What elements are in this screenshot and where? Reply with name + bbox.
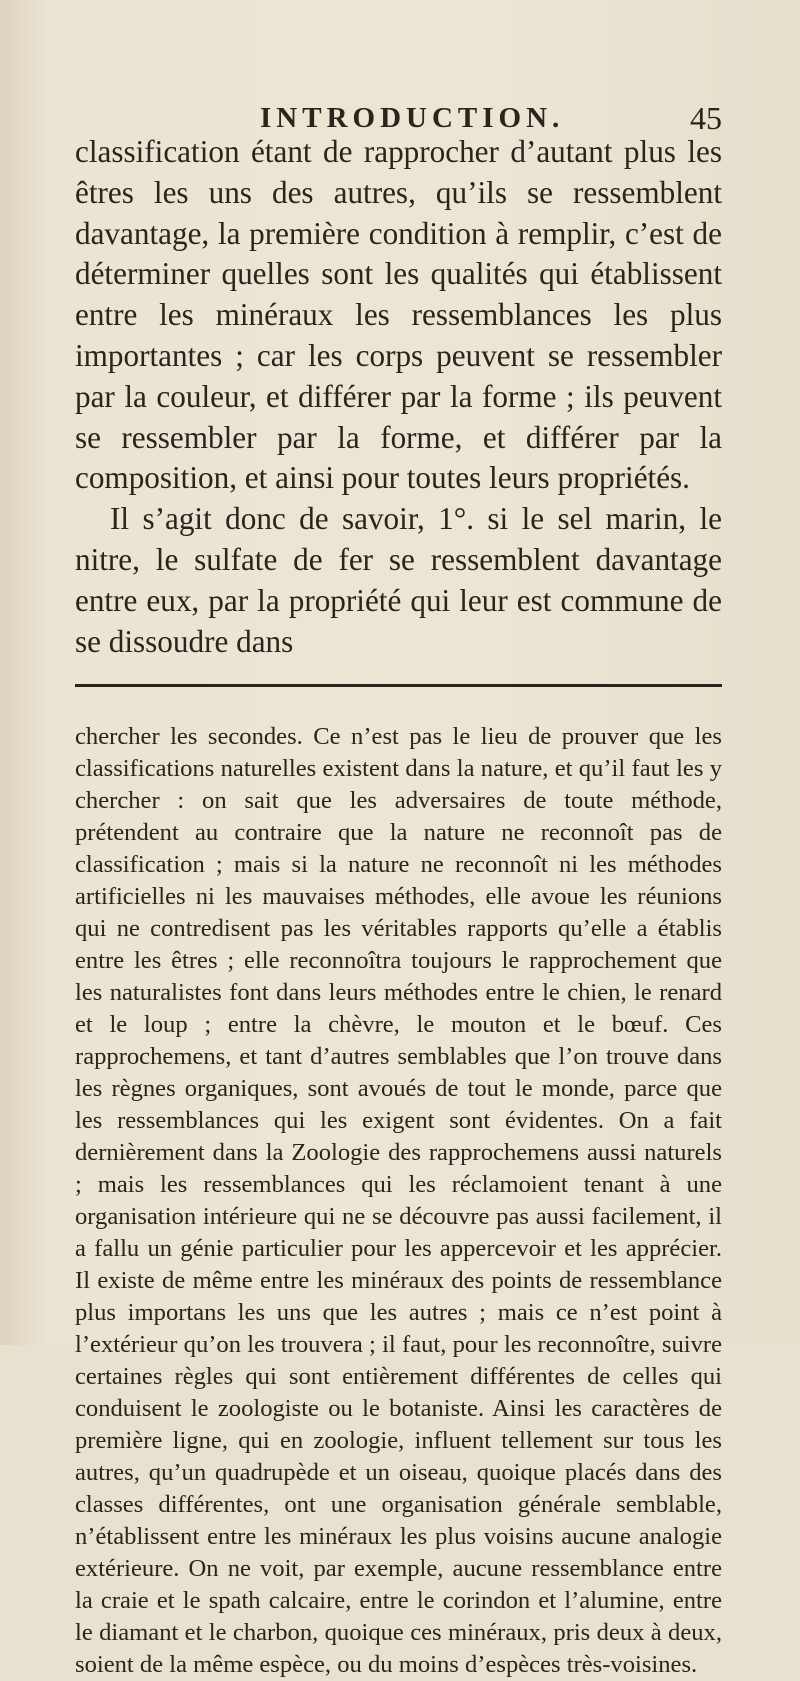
footnote-divider [75, 684, 722, 687]
page-number: 45 [690, 100, 722, 136]
running-title: INTRODUCTION. [260, 102, 565, 134]
main-text [75, 132, 722, 662]
main-paragraph-2: Il s’agit donc de savoir, 1°. si le sel marin, le nitre, le sulfate de fer se ressemblent davantage entre eux, par la propriété qui leur est commune de se dissoudre dans [75, 501, 722, 659]
page-header [75, 0, 722, 136]
main-paragraph-1: classification étant de rapprocher d’autant plus les êtres les uns des autres, qu’ils se ressemblent davantage, la première condition à remplir, c’est de déterminer quelles sont les qualités qui établissent entre les minéraux les ressemblances les plus importantes ; car les corps peuvent se ressembler par la couleur, et différer par la forme ; ils peuvent se ressembler par la forme, et différer par la composition, et ainsi pour toutes leurs propriétés. [75, 134, 722, 496]
footnote-text: chercher les secondes. Ce n’est pas le lieu de prouver que les classifications naturelles existent dans la nature, et qu’il faut les y chercher : on sait que les adversaires de toute méthode, prétendent au contraire que la nature ne reconnoît pas de classification ; mais si la nature ne reconnoît ni les méthodes artificielles ni les mauvaises méthodes, elle avoue les réunions qui ne contredisent pas les véritables rapports qu’elle a établis entre les êtres ; elle reconnoîtra toujours le rapprochement que les naturalistes font dans leurs méthodes entre le chien, le renard et le loup ; entre la chèvre, le mouton et le bœuf. Ces rapprochemens, et tant d’autres semblables que l’on trouve dans les règnes organiques, sont avoués de tout le monde, parce que les ressemblances qui les exigent sont évidentes. On a fait dernièrement dans la Zoologie des rapprochemens aussi naturels ; mais les ressemblances qui les réclamoient tenant à une organisation intérieure qui ne se découvre pas aussi facilement, il a fallu un génie particulier pour les appercevoir et les apprécier. Il existe de même entre les minéraux des points de ressemblance plus importans les uns que les autres ; mais ce n’est point à l’extérieur qu’on les trouvera ; il faut, pour les reconnoître, suivre certaines règles qui sont entièrement différentes de celles qui conduisent le zoologiste ou le botaniste. Ainsi les caractères de première ligne, qui en zoologie, influent tellement sur tous les autres, qu’un quadrupède et un oiseau, quoique placés dans des classes différentes, ont une organisation générale semblable, n’établissent entre les minéraux les plus voisins aucune analogie extérieure. On ne voit, par exemple, aucune ressemblance entre la craie et le spath calcaire, entre le corindon et l’alumine, entre le diamant et le charbon, quoique ces minéraux, pris deux à deux, soient de la même espèce, ou du moins d’espèces très-voisines. [75, 723, 722, 1679]
footnote [75, 721, 722, 1681]
